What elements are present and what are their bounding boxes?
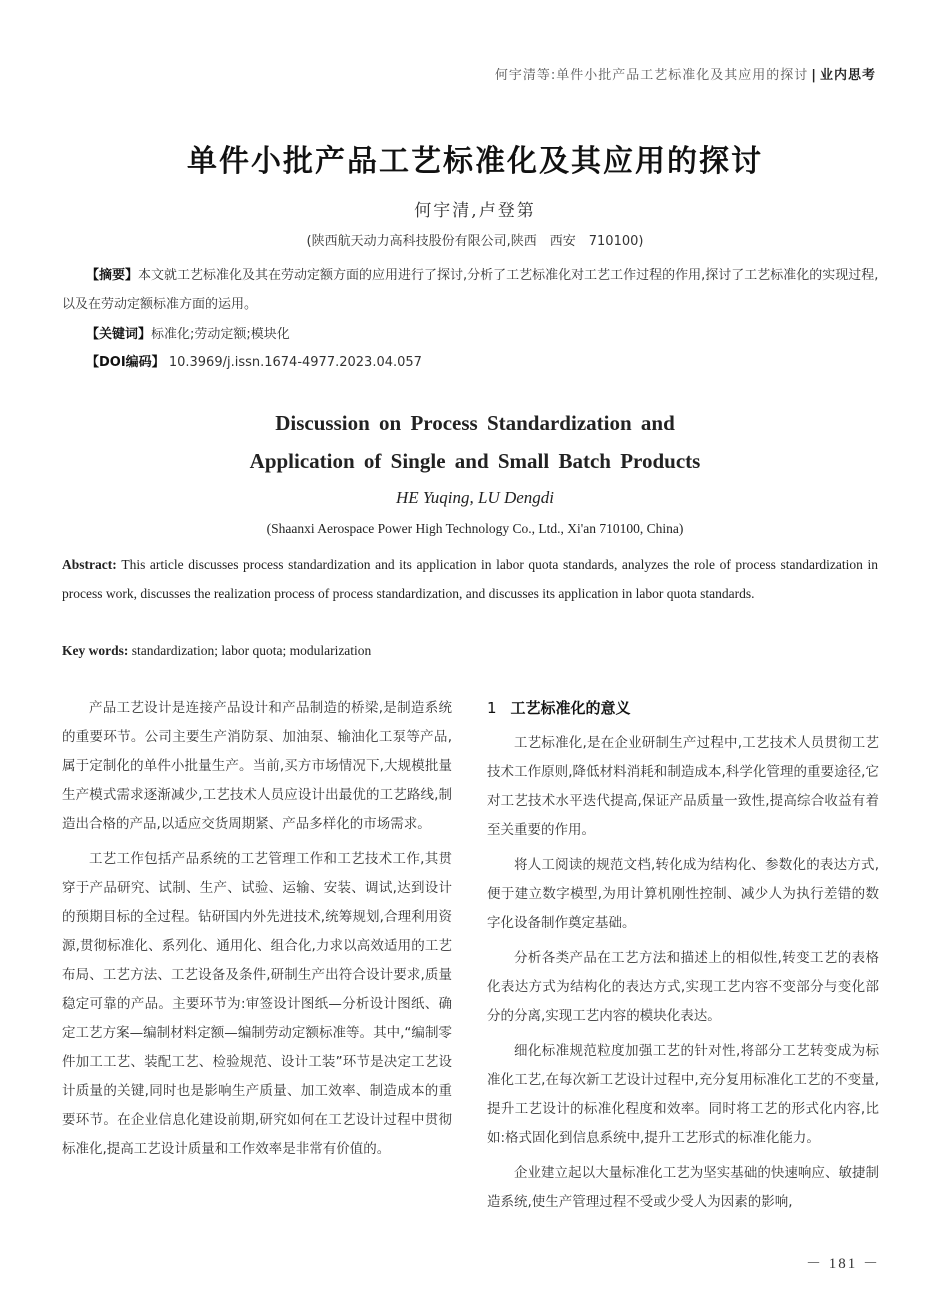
body-paragraph: 将人工阅读的规范文档,转化成为结构化、参数化的表达方式,便于建立数字模型,为用计算机刚性控制、减少人为执行差错的数字化设备制作奠定基础。 [487, 857, 879, 931]
body-paragraph: 细化标准规范粒度加强工艺的针对性,将部分工艺转变成为标准化工艺,在每次新工艺设计过程中,充分复用标准化工艺的不变量,提升工艺设计的标准化程度和效率。同时将工艺的形式化内容,比如:格式固化到信息系统中,提升工艺形式的标准化能力。 [487, 1043, 879, 1146]
abstract-english-text: This article discusses process standardization and its application in labor quota standards, analyzes the role of process standardization in process work, discusses the realization process of process standardization, and discusses its application in labor quota standards. [62, 557, 878, 601]
body-paragraph: 分析各类产品在工艺方法和描述上的相似性,转变工艺的表格化表达方式为结构化的表达方式,实现工艺内容不变部分与变化部分的分离,实现工艺内容的模块化表达。 [487, 950, 879, 1024]
body-left-column [62, 694, 452, 1170]
title-english-line-1: Discussion on Process Standardization and [275, 411, 675, 435]
body-paragraph: 工艺标准化,是在企业研制生产过程中,工艺技术人员贯彻工艺技术工作原则,降低材料消耗和制造成本,科学化管理的重要途径,它对工艺技术水平迭代提高,保证产品质量一致性,提高综合收益有着至关重要的作用。 [487, 735, 879, 838]
keywords-chinese-text: 标准化;劳动定额;模块化 [151, 327, 290, 342]
header-separator: | [811, 68, 817, 83]
body-paragraph: 工艺工作包括产品系统的工艺管理工作和工艺技术工作,其贯穿于产品研究、试制、生产、试验、运输、安装、调试,达到设计的预期目标的全过程。钻研国内外先进技术,统筹规划,合理利用资源,贯彻标准化、系列化、通用化、组合化,力求以高效适用的工艺布局、工艺方法、工艺设备及条件,研制生产出符合设计要求,质量稳定可靠的产品。主要环节为:审签设计图纸—分析设计图纸、确定工艺方案—编制材料定额—编制劳动定额标准等。其中,“编制零件加工工艺、装配工艺、检验规范、设计工装”环节是决定工艺设计质量的关键,同时也是影响生产质量、加工效率、制造成本的重要环节。在企业信息化建设前期,研究如何在工艺设计过程中贯彻标准化,提高工艺设计质量和工作效率是非常有价值的。 [62, 851, 452, 1157]
abstract-english-label: Abstract [62, 557, 113, 572]
authors-english: HE Yuqing, LU Dengdi [395, 488, 555, 507]
affiliation-chinese: (陕西航天动力高科技股份有限公司,陕西 西安 710100) [306, 234, 644, 249]
title-english-line-2: Application of Single and Small Batch Products [249, 449, 701, 473]
section-label: 业内思考 [819, 68, 876, 83]
abstract-chinese-text: 本文就工艺标准化及其在劳动定额方面的应用进行了探讨,分析了工艺标准化对工艺工作过程的作用,探讨了工艺标准化的实现过程,以及在劳动定额标准方面的运用。 [62, 268, 879, 312]
affiliation-english: (Shaanxi Aerospace Power High Technology Co., Ltd., Xi'an 710100, China) [266, 521, 684, 536]
abstract-english: Abstract: This article discusses process standardization and its application in labor quota standards, analyzes the role of process standardization in process work, discusses the realization process of process standardization, and discusses its application in labor quota standards. [62, 557, 878, 601]
abstract-chinese-label: 【摘要】 [86, 268, 139, 283]
page-number: － 181 － [805, 1256, 880, 1272]
authors-chinese: 何宇清,卢登第 [414, 201, 536, 221]
keywords-chinese [62, 320, 906, 349]
abstract-chinese [62, 261, 882, 319]
keywords-english: Key words: standardization; labor quota; modularization [62, 643, 372, 658]
body-paragraph: 产品工艺设计是连接产品设计和产品制造的桥梁,是制造系统的重要环节。公司主要生产消防泵、加油泵、输油化工泵等产品,属于定制化的单件小批量生产。当前,买方市场情况下,大规模批量生产模式需求逐渐减少,工艺技术人员应设计出最优的工艺路线,制造出合格的产品,以适应交货周期紧、产品多样化的市场需求。 [62, 700, 452, 832]
doi-value: 10.3969/j.issn.1674-4977.2023.04.057 [168, 355, 422, 370]
section-title: 工艺标准化的意义 [510, 699, 631, 717]
doi-label: 【DOI编码】 [86, 355, 165, 370]
keywords-english-label: Key words [62, 643, 124, 658]
section-number: 1 [487, 699, 497, 717]
keywords-chinese-label: 【关键词】 [86, 327, 152, 342]
title-chinese: 单件小批产品工艺标准化及其应用的探讨 [187, 144, 763, 179]
section-heading [487, 694, 879, 723]
title-english [0, 404, 950, 480]
body-right-column [487, 694, 879, 1223]
keywords-english-text: standardization; labor quota; modularization [131, 643, 372, 658]
running-title: 何宇清等:单件小批产品工艺标准化及其应用的探讨 [494, 68, 809, 83]
running-header [495, 64, 876, 83]
body-paragraph: 企业建立起以大量标准化工艺为坚实基础的快速响应、敏捷制造系统,使生产管理过程不受或少受人为因素的影响, [487, 1165, 879, 1210]
doi-line [62, 348, 906, 377]
